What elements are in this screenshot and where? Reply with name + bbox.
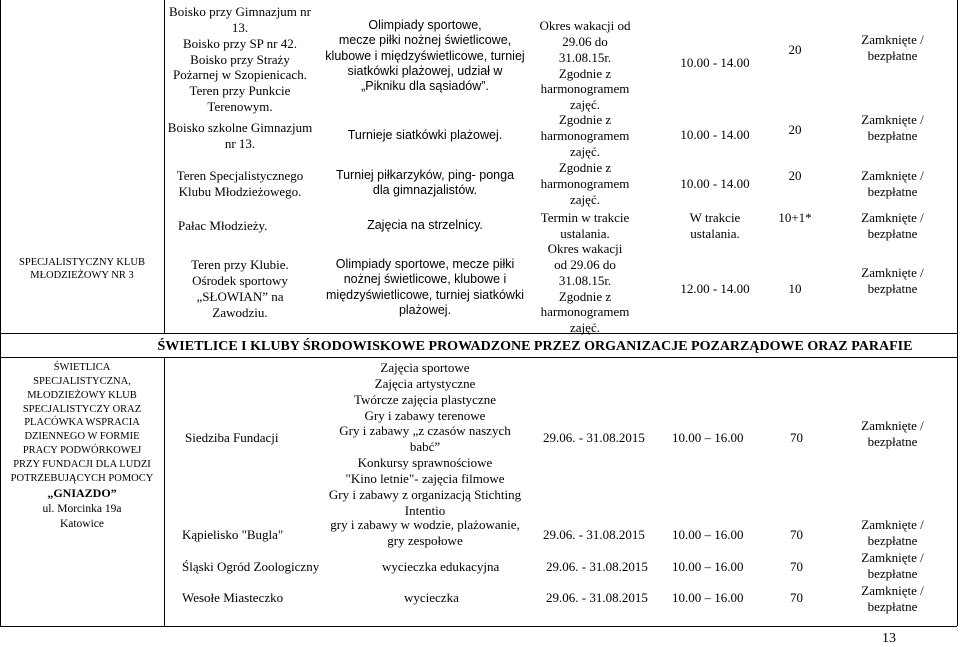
status-cell: Zamknięte / bezpłatne xyxy=(861,583,924,614)
activity-cell: Turniej piłkarzyków, ping- ponga dla gimnazjalistów. xyxy=(335,168,515,198)
status-cell: Zamknięte / bezpłatne xyxy=(861,168,924,199)
hours-cell: 10.00 - 14.00 xyxy=(680,55,750,70)
hours-cell: 10.00 – 16.00 xyxy=(672,590,744,605)
activity-cell: Turnieje siatkówki plażowej. xyxy=(347,128,503,142)
count-cell: 70 xyxy=(790,430,803,445)
count-cell: 20 xyxy=(788,122,802,137)
place-cell: Kąpielisko "Bugla" xyxy=(182,527,284,542)
page-number: 13 xyxy=(882,631,896,646)
hours-cell: 10.00 - 14.00 xyxy=(680,127,750,142)
count-cell: 70 xyxy=(790,527,803,542)
count-cell: 70 xyxy=(790,590,803,605)
activity-cell: Olimpiady sportowe, mecze piłki nożnej świetlicowe, klubowe i międzyświetlicowe, turniej siatkówki plażowej. xyxy=(326,257,524,317)
org-name-top: SPECJALISTYCZNY KLUB MŁODZIEŻOWY NR 3 xyxy=(19,257,145,281)
status-cell: Zamknięte / bezpłatne xyxy=(861,32,924,63)
section-line xyxy=(0,333,957,334)
section-header: ŚWIETLICE I KLUBY ŚRODOWISKOWE PROWADZONE PRZEZ ORGANIZACJE POZARZĄDOWE ORAZ PARAFIE xyxy=(157,339,913,354)
status-cell: Zamknięte / bezpłatne xyxy=(861,517,924,548)
dates-cell: Termin w trakcie ustalania. xyxy=(540,210,630,241)
dates-cell: 29.06. - 31.08.2015 xyxy=(546,559,648,574)
hours-cell: 12.00 - 14.00 xyxy=(680,281,750,296)
hours-cell: 10.00 - 14.00 xyxy=(680,176,750,191)
hours-cell: W trakcie ustalania. xyxy=(689,210,741,241)
place-cell: Wesołe Miasteczko xyxy=(182,590,284,605)
dates-cell: 29.06. - 31.08.2015 xyxy=(543,430,645,445)
org-name-bottom: ŚWIETLICA SPECJALISTYCZNA, MŁODZIEŻOWY KLUB SPECJALISTYCZY ORAZ PLACÓWKA WSPRACIA DZIENNEGO W FORMIE PRACY PODWÓRKOWEJ PRZY FUNDACJI DLA LUDZI POTRZEBUJĄCYCH POMOCY „GNIAZDO” ul. Morcinka 19a Katowice xyxy=(10,362,154,530)
dates-cell: Okres wakacji od 29.06 do 31.08.15r. Zgodnie z harmonogramem zajęć. xyxy=(540,241,630,336)
table-border-right xyxy=(957,0,958,626)
status-cell: Zamknięte / bezpłatne xyxy=(861,112,924,143)
count-cell: 10+1* xyxy=(778,210,812,225)
activity-cell: wycieczka xyxy=(404,590,459,605)
activity-cell: Zajęcia na strzelnicy. xyxy=(367,218,483,232)
status-cell: Zamknięte / bezpłatne xyxy=(861,265,924,296)
hours-cell: 10.00 – 16.00 xyxy=(672,559,744,574)
place-cell: Boisko szkolne Gimnazjum nr 13. xyxy=(167,120,313,151)
dates-cell: 29.06. - 31.08.2015 xyxy=(546,590,648,605)
place-cell: Teren przy Klubie. Ośrodek sportowy „SŁOWIAN” na Zawodziu. xyxy=(191,257,289,320)
place-cell: Pałac Młodzieży. xyxy=(178,218,268,233)
dates-cell: Zgodnie z harmonogramem zajęć. xyxy=(540,160,630,207)
status-cell: Zamknięte / bezpłatne xyxy=(861,550,924,581)
section-line xyxy=(0,357,957,358)
activity-cell: Olimpiady sportowe, mecze piłki nożnej świetlicowe, klubowe i międzyświetlicowe, turniej siatkówki plażowej, udział w „Pikniku dla sąsiadów”. xyxy=(325,18,525,93)
table-border-bottom xyxy=(0,626,957,627)
count-cell: 10 xyxy=(788,281,802,296)
activity-cell: wycieczka edukacyjna xyxy=(382,559,500,574)
place-cell: Boisko przy Gimnazjum nr 13. Boisko przy SP nr 42. Boisko przy Straży Pożarnej w Szopienicach. Teren przy Punkcie Terenowym. xyxy=(169,4,311,115)
count-cell: 20 xyxy=(788,168,802,183)
activity-cell: gry i zabawy w wodzie, plażowanie, gry zespołowe xyxy=(330,517,520,548)
dates-cell: Zgodnie z harmonogramem zajęć. xyxy=(540,112,630,159)
table-border-left xyxy=(0,0,1,626)
hours-cell: 10.00 – 16.00 xyxy=(672,527,744,542)
place-cell: Teren Specjalistycznego Klubu Młodzieżowego. xyxy=(176,168,304,199)
status-cell: Zamknięte / bezpłatne xyxy=(861,210,924,241)
activity-cell: Zajęcia sportowe Zajęcia artystyczne Twórcze zajęcia plastyczne Gry i zabawy terenowe Gry i zabawy „z czasów naszych babć” Konkursy sprawnościowe "Kino letnie"- zajęcia filmowe Gry i zabawy z organizacją Stichting Intentio xyxy=(328,360,522,518)
status-cell: Zamknięte / bezpłatne xyxy=(861,418,924,449)
count-cell: 70 xyxy=(790,559,803,574)
count-cell: 20 xyxy=(788,42,802,57)
place-cell: Śląski Ogród Zoologiczny xyxy=(182,559,320,574)
hours-cell: 10.00 – 16.00 xyxy=(672,430,744,445)
place-cell: Siedziba Fundacji xyxy=(185,430,279,445)
table-col-line xyxy=(164,357,165,626)
dates-cell: Okres wakacji od 29.06 do 31.08.15r. Zgodnie z harmonogramem zajęć. xyxy=(539,18,631,113)
dates-cell: 29.06. - 31.08.2015 xyxy=(543,527,645,542)
